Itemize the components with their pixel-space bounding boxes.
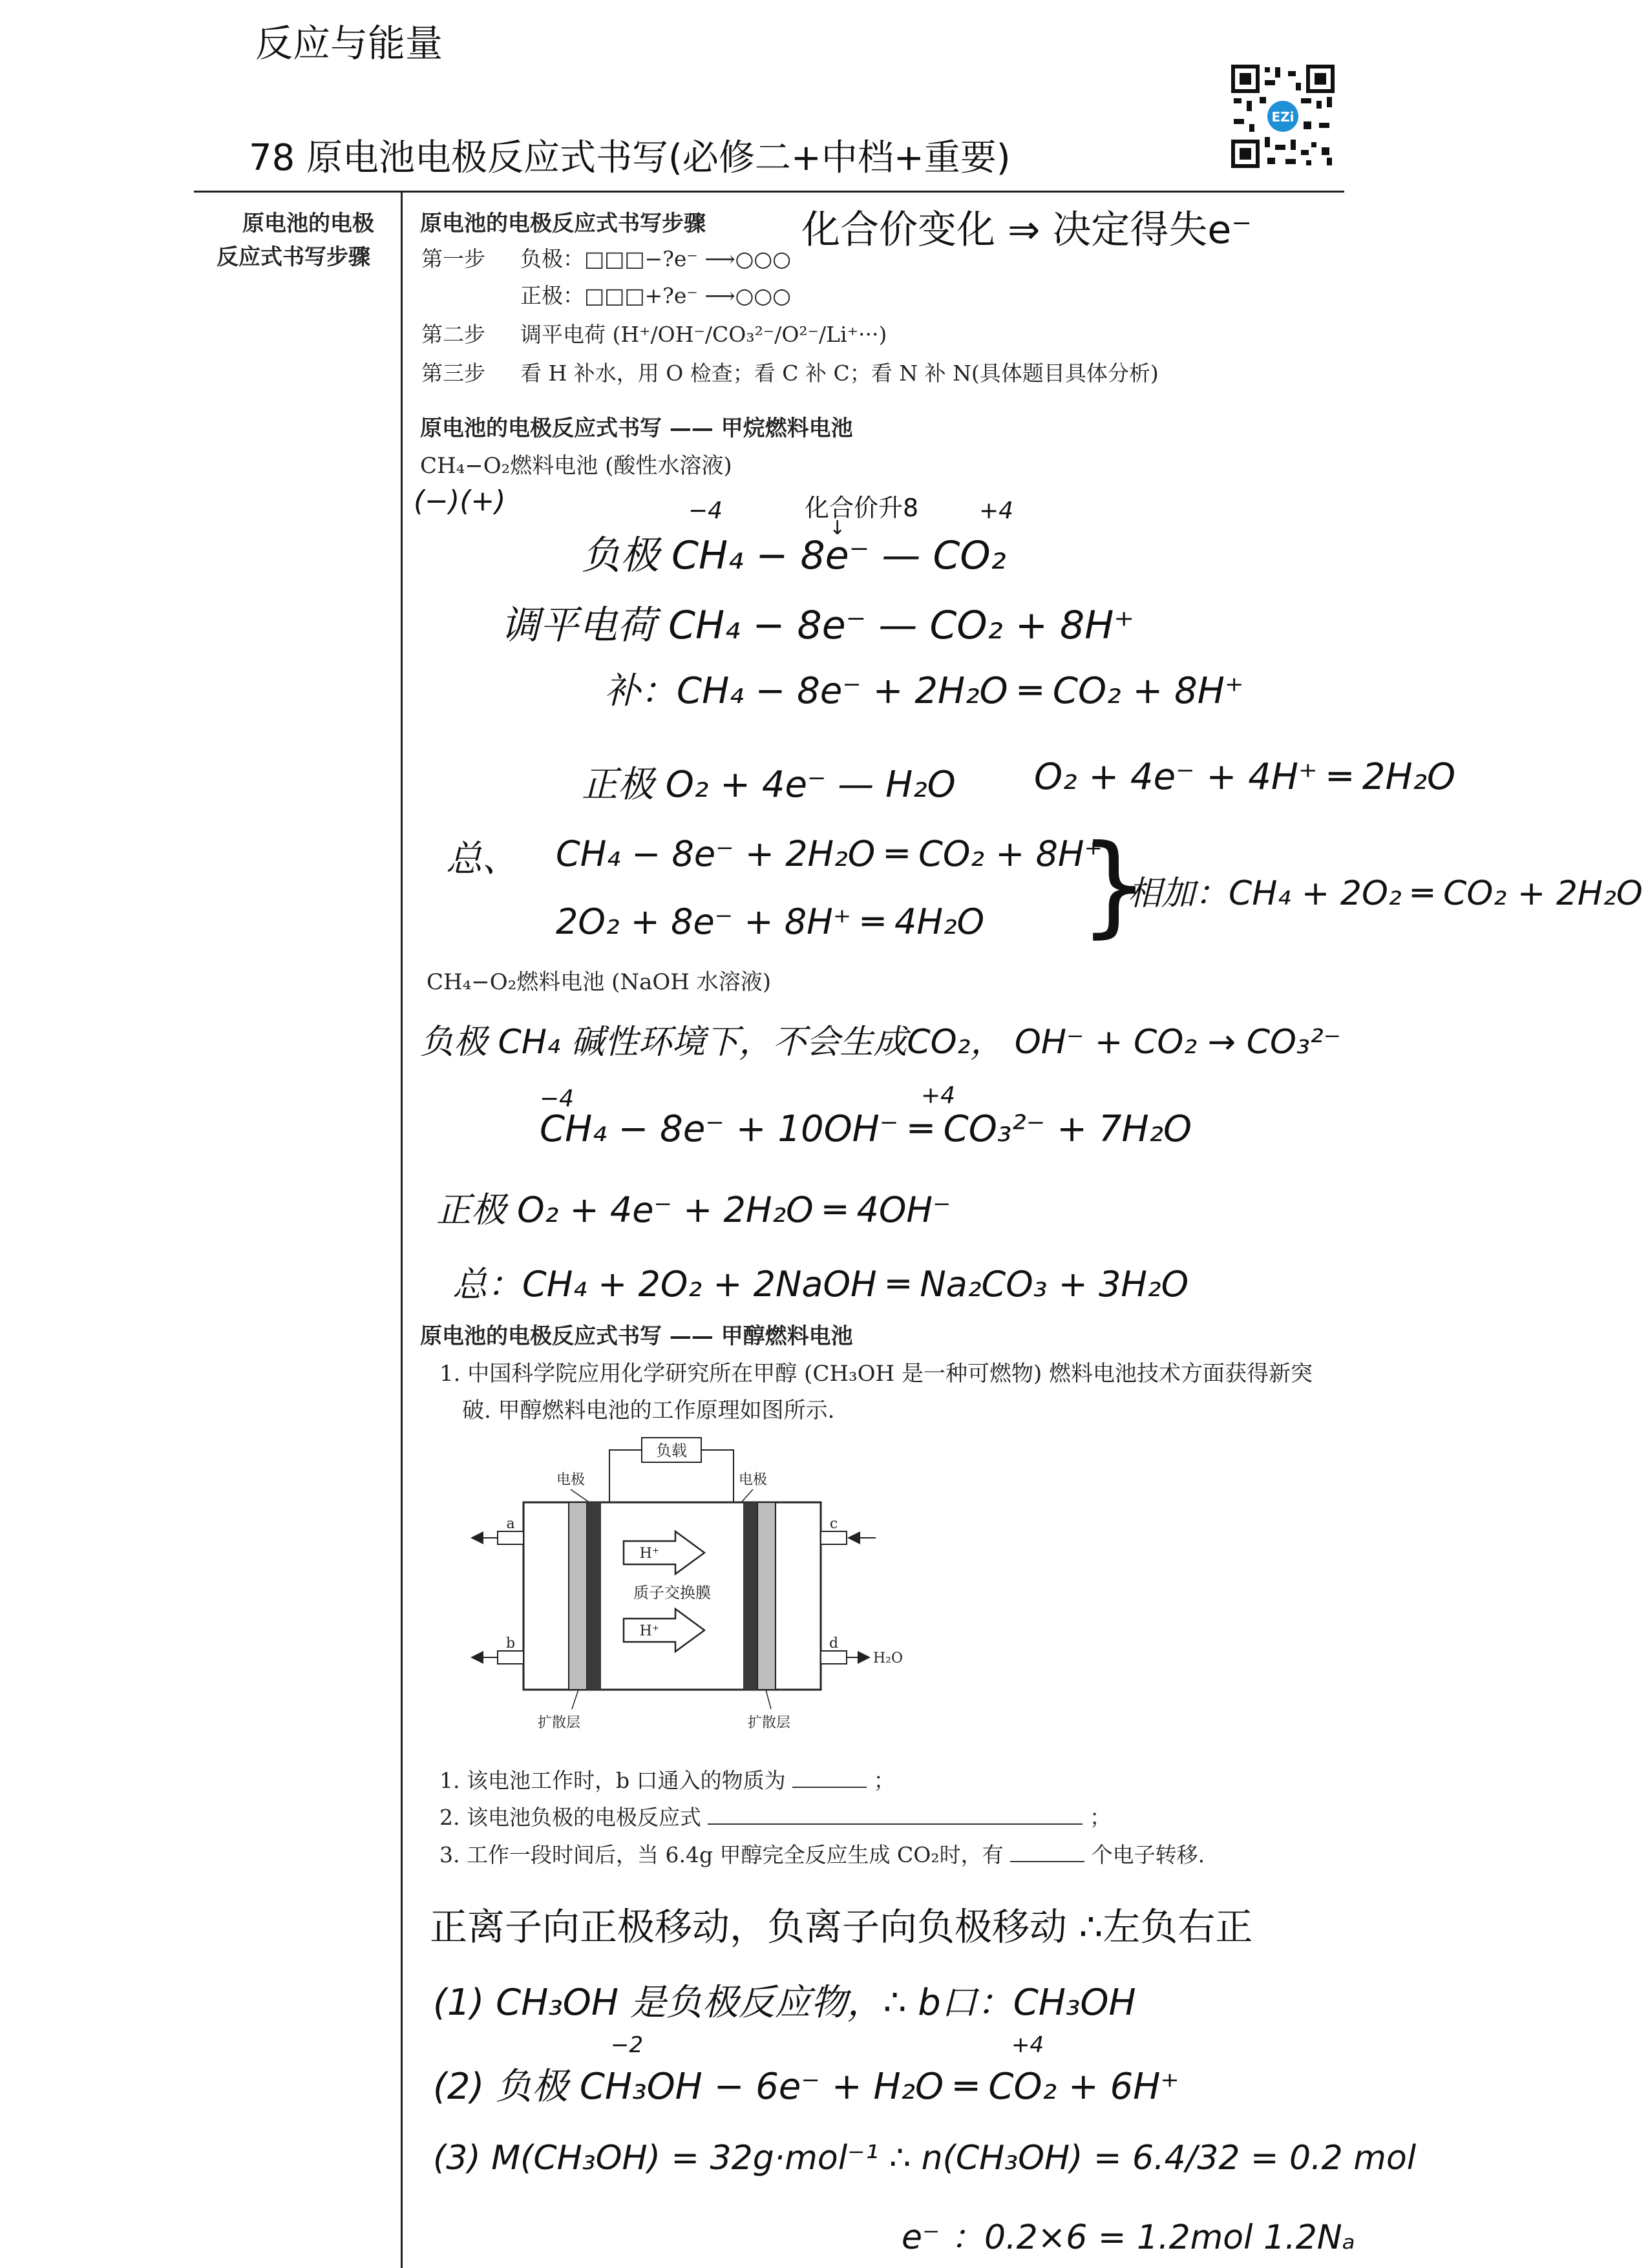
answer-2-oxidation-minus2: −2 bbox=[611, 2032, 644, 2058]
electrode-label-left: 电极 bbox=[556, 1472, 586, 1488]
port-c-label: c bbox=[829, 1516, 838, 1532]
answer-2: (2) 负极 CH₃OH − 6e⁻ + H₂O ═ CO₂ + 6H⁺ bbox=[433, 2066, 1179, 2108]
acid-positive-equation-2: O₂ + 4e⁻ + 4H⁺ ═ 2H₂O bbox=[1034, 756, 1456, 798]
membrane-label: 质子交换膜 bbox=[633, 1584, 711, 1602]
base-oxidation-minus4: −4 bbox=[540, 1086, 575, 1112]
column-divider bbox=[401, 193, 403, 2268]
oxidation-state-plus4: +4 bbox=[979, 498, 1014, 524]
answer-2-oxidation-plus4: +4 bbox=[1011, 2032, 1044, 2058]
step2-text: 调平电荷 (H⁺/OH⁻/CO₃²⁻/O²⁻/Li⁺···) bbox=[520, 322, 887, 347]
acid-total-line-1: CH₄ − 8e⁻ + 2H₂O ═ CO₂ + 8H⁺ bbox=[556, 834, 1103, 874]
oxidation-state-minus4: −4 bbox=[688, 498, 723, 524]
acid-supplement-equation: 补：CH₄ − 8e⁻ + 2H₂O ═ CO₂ + 8H⁺ bbox=[604, 670, 1244, 712]
answer-blank-1[interactable] bbox=[792, 1765, 867, 1788]
base-total-equation: 总：CH₄ + 2O₂ + 2NaOH ═ Na₂CO₃ + 3H₂O bbox=[452, 1264, 1189, 1305]
sub-question-3-text: 3. 工作一段时间后，当 6.4g 甲醇完全反应生成 CO₂时，有 bbox=[439, 1842, 1004, 1867]
sub-question-2-text: 2. 该电池负极的电极反应式 bbox=[439, 1805, 701, 1830]
port-b-label: b bbox=[505, 1635, 516, 1652]
summation-brace: } bbox=[1079, 821, 1150, 949]
qr-badge: EZi bbox=[1271, 109, 1294, 125]
sidebar-label-line2: 反应式书写步骤 bbox=[217, 244, 370, 270]
electrode-signs: (−)(+) bbox=[414, 485, 506, 518]
methanol-question-line-2: 破. 甲醇燃料电池的工作原理如图所示. bbox=[462, 1398, 835, 1423]
proton-label-1: H⁺ bbox=[639, 1546, 660, 1562]
load-label: 负载 bbox=[656, 1442, 687, 1460]
diffusion-layer-label-right: 扩散层 bbox=[747, 1715, 791, 1731]
sidebar-label-line1: 原电池的电极 bbox=[242, 211, 374, 236]
acid-balance-equation: 调平电荷 CH₄ − 8e⁻ — CO₂ + 8H⁺ bbox=[501, 603, 1135, 648]
answer-blank-3[interactable] bbox=[1010, 1840, 1084, 1862]
answer-4-electrons: e⁻ ：0.2×6 = 1.2mol 1.2Nₐ bbox=[902, 2218, 1356, 2257]
steps-heading: 原电池的电极反应式书写步骤 bbox=[420, 211, 706, 236]
methane-heading: 原电池的电极反应式书写 —— 甲烷燃料电池 bbox=[420, 415, 853, 441]
steps-note: 化合价变化 ⇒ 决定得失e⁻ bbox=[801, 207, 1252, 253]
proton-label-2: H⁺ bbox=[639, 1623, 660, 1639]
answer-1: (1) CH₃OH 是负极反应物，∴ b口：CH₃OH bbox=[433, 1982, 1136, 2024]
methanol-question-line-1: 1. 中国科学院应用化学研究所在甲醇 (CH₃OH 是一种可燃物) 燃料电池技术方面获得新突 bbox=[439, 1361, 1313, 1387]
answer-3: (3) M(CH₃OH) = 32g·mol⁻¹ ∴ n(CH₃OH) = 6.4/32 = 0.2 mol bbox=[433, 2139, 1417, 2178]
lesson-title: 78 原电池电极反应式书写(必修二+中档+重要) bbox=[249, 137, 1011, 179]
sub-question-3-end: 个电子转移. bbox=[1091, 1842, 1205, 1867]
methane-base-title: CH₄−O₂燃料电池 (NaOH 水溶液) bbox=[427, 969, 771, 995]
acid-total-line-2: 2O₂ + 8e⁻ + 8H⁺ ═ 4H₂O bbox=[556, 901, 985, 942]
step2-label: 第二步 bbox=[421, 322, 485, 347]
answer-blank-2[interactable] bbox=[708, 1802, 1083, 1825]
fuel-cell-diagram bbox=[462, 1431, 927, 1748]
methane-acid-title: CH₄−O₂燃料电池 (酸性水溶液) bbox=[420, 453, 732, 479]
topic-title: 反应与能量 bbox=[255, 21, 443, 65]
step1-label: 第一步 bbox=[421, 246, 485, 271]
sub-question-3 bbox=[439, 1838, 1205, 1869]
header-rule bbox=[194, 191, 1344, 193]
port-a-label: a bbox=[506, 1516, 515, 1532]
qr-code[interactable] bbox=[1231, 65, 1335, 168]
water-label: H₂O bbox=[873, 1650, 903, 1666]
step1-positive: 正极：□□□+?e⁻ ⟶○○○ bbox=[520, 283, 792, 308]
valence-change-note: 化合价升8 bbox=[805, 494, 919, 522]
acid-total-label: 总、 bbox=[446, 838, 518, 880]
answer-ion-migration: 正离子向正极移动，负离子向负极移动 ∴左负右正 bbox=[430, 1905, 1253, 1949]
electrode-label-right: 电极 bbox=[738, 1472, 768, 1488]
acid-negative-equation: 负极 CH₄ − 8e⁻ — CO₂ bbox=[582, 533, 1006, 578]
step3-label: 第三步 bbox=[421, 361, 485, 386]
sub-question-2 bbox=[439, 1801, 1111, 1831]
base-positive-equation: 正极 O₂ + 4e⁻ + 2H₂O ═ 4OH⁻ bbox=[436, 1190, 951, 1230]
step3-text: 看 H 补水，用 O 检查；看 C 补 C；看 N 补 N(具体题目具体分析) bbox=[520, 361, 1159, 386]
acid-sum-equation: 相加：CH₄ + 2O₂ ═ CO₂ + 2H₂O bbox=[1128, 874, 1643, 913]
sub-question-2-end: ； bbox=[1089, 1805, 1111, 1830]
sub-question-1 bbox=[439, 1764, 895, 1794]
base-negative-equation: CH₄ − 8e⁻ + 10OH⁻ ═ CO₃²⁻ + 7H₂O bbox=[540, 1108, 1192, 1150]
port-d-label: d bbox=[829, 1635, 839, 1652]
sub-question-1-text: 1. 该电池工作时，b 口通入的物质为 bbox=[439, 1768, 786, 1793]
step1-negative: 负极：□□□−?e⁻ ⟶○○○ bbox=[520, 246, 792, 271]
acid-positive-equation-1: 正极 O₂ + 4e⁻ — H₂O bbox=[582, 764, 956, 806]
sub-question-1-end: ； bbox=[873, 1768, 895, 1793]
valence-arrow: ↓ bbox=[829, 517, 846, 540]
base-negative-line: 负极 CH₄ 碱性环境下，不会生成CO₂， OH⁻ + CO₂ → CO₃²⁻ bbox=[420, 1023, 1342, 1062]
base-oxidation-plus4: +4 bbox=[921, 1082, 956, 1109]
methanol-heading: 原电池的电极反应式书写 —— 甲醇燃料电池 bbox=[420, 1323, 853, 1349]
diffusion-layer-label-left: 扩散层 bbox=[537, 1715, 581, 1731]
